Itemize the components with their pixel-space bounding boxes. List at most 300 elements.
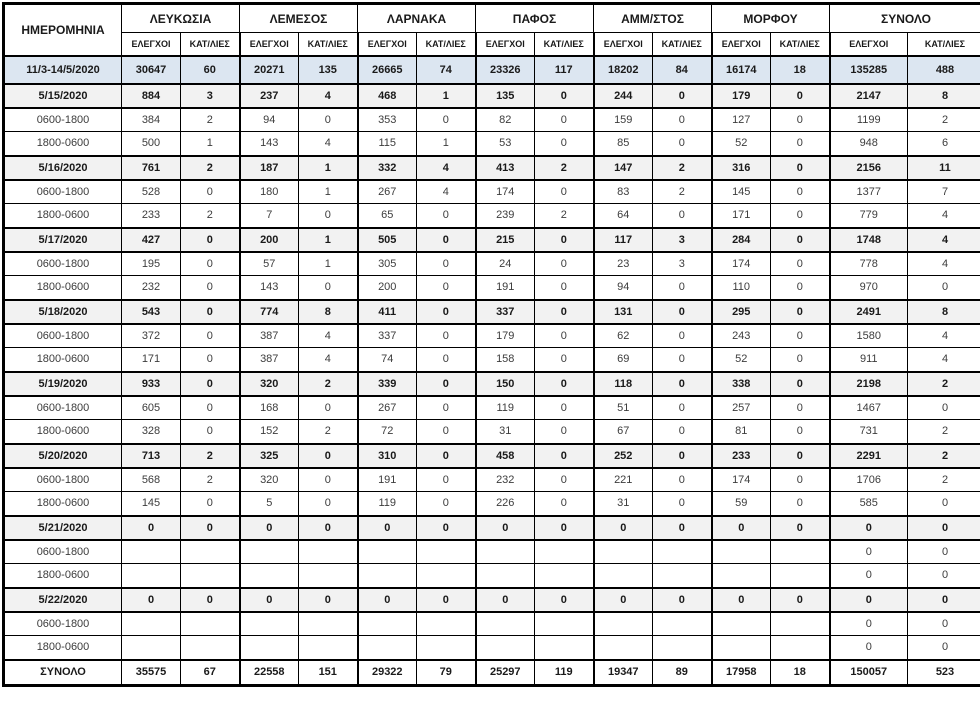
cell: 3 [653,228,712,252]
cell: 0 [653,300,712,324]
cell [594,540,653,564]
cell [594,636,653,660]
cell: 332 [358,156,417,180]
cell: 0 [535,588,594,612]
table-row-group [4,516,980,540]
cell: 0 [476,588,535,612]
cell: 528 [122,180,181,204]
cell: 0 [771,588,830,612]
cell: 0 [594,588,653,612]
sub-column-header: ΚΑΤ/ΛΙΕΣ [771,33,830,56]
cell: 0 [908,516,980,540]
cell [535,612,594,636]
cell: 85 [594,132,653,156]
cell: 51 [594,396,653,420]
cell: 2291 [830,444,908,468]
cell: 0 [535,444,594,468]
table-row-sub [4,204,980,228]
cell: 239 [476,204,535,228]
table-row-sub [4,276,980,300]
cell: 0 [771,180,830,204]
cell: 135285 [830,56,908,84]
cell: 18 [771,660,830,686]
cell: 215 [476,228,535,252]
cell: 232 [476,468,535,492]
cell: 89 [653,660,712,686]
cell [771,540,830,564]
cell [712,564,771,588]
cell: 4 [908,204,980,228]
cell: 2 [908,468,980,492]
cell: 1467 [830,396,908,420]
cell: 295 [712,300,771,324]
cell: 83 [594,180,653,204]
cell: 2 [535,204,594,228]
cell [712,612,771,636]
cell: 1580 [830,324,908,348]
sub-column-header: ΚΑΤ/ΛΙΕΣ [417,33,476,56]
cell [299,612,358,636]
cell: 0 [830,636,908,660]
cell: 237 [240,84,299,108]
table-row-group [4,372,980,396]
cell: 0 [653,396,712,420]
cell: 0 [181,228,240,252]
cell: 0 [417,348,476,372]
cell: 1 [299,156,358,180]
cell: 1 [299,228,358,252]
cell: 117 [535,56,594,84]
cell: 145 [122,492,181,516]
cell: 150 [476,372,535,396]
table-row-sub [4,348,980,372]
table-row-group [4,300,980,324]
cell: 267 [358,396,417,420]
cell: 1 [417,84,476,108]
cell: 0 [830,564,908,588]
cell: 0 [299,396,358,420]
cell: 0 [535,84,594,108]
cell: 0 [771,156,830,180]
cell: 62 [594,324,653,348]
cell: 0 [771,468,830,492]
cell: 731 [830,420,908,444]
cell: 0 [417,468,476,492]
cell: 384 [122,108,181,132]
cell: 0 [712,588,771,612]
cell: 18202 [594,56,653,84]
cell: 94 [240,108,299,132]
cell: 5 [240,492,299,516]
cell: 74 [358,348,417,372]
cell: 69 [594,348,653,372]
cell [653,612,712,636]
table-row-sub [4,180,980,204]
cell: 339 [358,372,417,396]
cell: 2491 [830,300,908,324]
row-label: 0600-1800 [4,540,122,564]
district-column-header: ΣΥΝΟΛΟ [830,4,980,33]
row-label: 1800-0600 [4,636,122,660]
table-header [4,4,980,56]
cell: 1 [417,132,476,156]
cell: 1377 [830,180,908,204]
cell: 174 [476,180,535,204]
cell: 0 [181,348,240,372]
table-row-sub [4,492,980,516]
cell [358,564,417,588]
cell: 305 [358,252,417,276]
cell [476,540,535,564]
cell: 2 [181,444,240,468]
cell: 0 [535,372,594,396]
cell: 0 [181,396,240,420]
cell: 0 [417,252,476,276]
row-label: 1800-0600 [4,420,122,444]
cell [417,612,476,636]
cell: 31 [594,492,653,516]
cell: 0 [653,324,712,348]
row-label: 0600-1800 [4,396,122,420]
sub-column-header: ΕΛΕΓΧΟΙ [594,33,653,56]
cell: 0 [417,324,476,348]
cell: 8 [908,84,980,108]
cell: 1 [299,252,358,276]
table-row-cumulative [4,56,980,84]
cell: 338 [712,372,771,396]
cell: 1 [299,180,358,204]
row-label: 1800-0600 [4,348,122,372]
cell: 0 [417,228,476,252]
cell: 267 [358,180,417,204]
cell: 774 [240,300,299,324]
cell: 2 [908,372,980,396]
cell: 0 [594,516,653,540]
cell: 0 [771,132,830,156]
cell: 0 [535,516,594,540]
row-label: 5/19/2020 [4,372,122,396]
cell: 119 [476,396,535,420]
cell: 316 [712,156,771,180]
cell: 0 [653,516,712,540]
cell [771,564,830,588]
sub-column-header: ΕΛΕΓΧΟΙ [358,33,417,56]
cell [653,540,712,564]
cell [476,636,535,660]
cell [417,636,476,660]
cell: 778 [830,252,908,276]
cell: 353 [358,108,417,132]
cell [240,540,299,564]
cell: 22558 [240,660,299,686]
cell: 3 [653,252,712,276]
district-column-header: ΑΜΜ/ΣΤΟΣ [594,4,712,33]
cell: 94 [594,276,653,300]
cell: 0 [771,396,830,420]
cell: 0 [358,588,417,612]
cell: 53 [476,132,535,156]
cell: 233 [122,204,181,228]
cell: 118 [594,372,653,396]
cell: 1199 [830,108,908,132]
cell: 243 [712,324,771,348]
cell: 31 [476,420,535,444]
header-row-subcolumns [4,33,980,56]
cell: 23 [594,252,653,276]
cell: 310 [358,444,417,468]
sub-column-header: ΚΑΤ/ΛΙΕΣ [653,33,712,56]
cell: 2 [653,156,712,180]
table-row-sub [4,252,980,276]
cell: 16174 [712,56,771,84]
cell: 81 [712,420,771,444]
cell: 0 [535,324,594,348]
cell: 568 [122,468,181,492]
cell: 0 [181,300,240,324]
cell: 0 [299,444,358,468]
cell: 115 [358,132,417,156]
cell: 0 [417,444,476,468]
cell: 187 [240,156,299,180]
cell: 387 [240,324,299,348]
cell: 0 [771,252,830,276]
cell: 0 [771,372,830,396]
cell: 0 [299,588,358,612]
date-column-header: ΗΜΕΡΟΜΗΝΙΑ [4,4,122,56]
sub-column-header: ΕΛΕΓΧΟΙ [830,33,908,56]
cell: 119 [535,660,594,686]
cell [476,612,535,636]
sub-column-header: ΚΑΤ/ΛΙΕΣ [535,33,594,56]
cell: 427 [122,228,181,252]
cell: 4 [299,84,358,108]
cell: 0 [181,252,240,276]
cell: 948 [830,132,908,156]
cell [122,564,181,588]
cell: 0 [535,468,594,492]
cell: 0 [908,540,980,564]
cell: 25297 [476,660,535,686]
row-label: 0600-1800 [4,252,122,276]
cell: 0 [653,204,712,228]
cell: 0 [535,252,594,276]
cell [299,564,358,588]
cell: 2 [908,108,980,132]
cell: 0 [535,420,594,444]
cell: 232 [122,276,181,300]
cell: 57 [240,252,299,276]
row-label: 1800-0600 [4,204,122,228]
cell: 0 [771,492,830,516]
cell: 2 [181,108,240,132]
cell: 2 [653,180,712,204]
cell: 127 [712,108,771,132]
cell: 110 [712,276,771,300]
cell: 585 [830,492,908,516]
table-row-sub [4,132,980,156]
cell: 191 [358,468,417,492]
cell: 52 [712,348,771,372]
table-row-group [4,84,980,108]
cell: 11 [908,156,980,180]
sub-column-header: ΚΑΤ/ΛΙΕΣ [181,33,240,56]
cell: 30647 [122,56,181,84]
cell: 0 [181,180,240,204]
cell [417,564,476,588]
cell: 257 [712,396,771,420]
cell: 0 [535,132,594,156]
cell: 0 [417,276,476,300]
cell: 0 [653,84,712,108]
cell: 0 [908,276,980,300]
cell: 82 [476,108,535,132]
cell [122,636,181,660]
cell: 320 [240,372,299,396]
cell: 145 [712,180,771,204]
cell: 325 [240,444,299,468]
cell: 0 [653,468,712,492]
cell [122,540,181,564]
cell: 0 [417,588,476,612]
cell [476,564,535,588]
cell: 2147 [830,84,908,108]
cell: 0 [299,492,358,516]
cell: 180 [240,180,299,204]
cell: 0 [417,108,476,132]
cell: 0 [535,396,594,420]
cell: 505 [358,228,417,252]
cell: 0 [240,516,299,540]
cell: 150057 [830,660,908,686]
cell: 761 [122,156,181,180]
cell: 60 [181,56,240,84]
cell: 372 [122,324,181,348]
cell: 0 [771,420,830,444]
cell: 320 [240,468,299,492]
cell: 488 [908,56,980,84]
table-body [4,56,980,686]
cell: 200 [240,228,299,252]
cell: 171 [122,348,181,372]
cell: 67 [594,420,653,444]
cell: 6 [908,132,980,156]
table-row-group [4,588,980,612]
cell: 23326 [476,56,535,84]
cell: 152 [240,420,299,444]
cell [358,636,417,660]
cell [299,540,358,564]
cell: 59 [712,492,771,516]
row-label: 11/3-14/5/2020 [4,56,122,84]
cell: 244 [594,84,653,108]
cell: 171 [712,204,771,228]
cell: 195 [122,252,181,276]
table-row-sub [4,636,980,660]
sub-column-header: ΕΛΕΓΧΟΙ [712,33,771,56]
cell: 0 [771,444,830,468]
cell [771,636,830,660]
cell: 970 [830,276,908,300]
cell: 0 [771,324,830,348]
cell: 0 [181,492,240,516]
cell: 387 [240,348,299,372]
cell: 4 [908,252,980,276]
cell: 119 [358,492,417,516]
cell [535,564,594,588]
cell: 4 [908,228,980,252]
table-row-sub [4,468,980,492]
row-label: 0600-1800 [4,612,122,636]
cell: 0 [653,108,712,132]
cell: 0 [358,516,417,540]
cell: 0 [908,396,980,420]
cell [594,564,653,588]
cell [771,612,830,636]
cell: 191 [476,276,535,300]
cell: 468 [358,84,417,108]
cell: 2156 [830,156,908,180]
cell: 0 [181,372,240,396]
cell: 0 [181,276,240,300]
cell [535,540,594,564]
district-column-header: ΛΕΜΕΣΟΣ [240,4,358,33]
cell: 18 [771,56,830,84]
cell: 52 [712,132,771,156]
sub-column-header: ΕΛΕΓΧΟΙ [122,33,181,56]
cell: 0 [653,588,712,612]
cell: 3 [181,84,240,108]
cell: 35575 [122,660,181,686]
table-row-sub [4,612,980,636]
cell: 7 [240,204,299,228]
sub-column-header: ΚΑΤ/ΛΙΕΣ [908,33,980,56]
cell: 0 [653,372,712,396]
cell: 0 [299,204,358,228]
cell: 67 [181,660,240,686]
cell [122,612,181,636]
cell: 933 [122,372,181,396]
cell: 0 [535,228,594,252]
cell: 0 [535,300,594,324]
row-label: 5/18/2020 [4,300,122,324]
row-label: 5/16/2020 [4,156,122,180]
cell [712,636,771,660]
cell: 4 [908,324,980,348]
cell: 135 [476,84,535,108]
cell: 0 [417,204,476,228]
cell: 0 [653,444,712,468]
cell [358,612,417,636]
cell: 337 [476,300,535,324]
cell: 0 [299,516,358,540]
district-column-header: ΠΑΦΟΣ [476,4,594,33]
cell: 64 [594,204,653,228]
cell: 4 [299,132,358,156]
cell: 0 [181,324,240,348]
header-row-districts [4,4,980,33]
row-label: 0600-1800 [4,108,122,132]
cell: 0 [653,420,712,444]
cell: 221 [594,468,653,492]
cell: 143 [240,132,299,156]
table-row-sub [4,396,980,420]
cell: 911 [830,348,908,372]
cell: 117 [594,228,653,252]
cell: 0 [181,420,240,444]
row-label: 5/21/2020 [4,516,122,540]
cell: 2 [181,468,240,492]
row-label: 1800-0600 [4,132,122,156]
